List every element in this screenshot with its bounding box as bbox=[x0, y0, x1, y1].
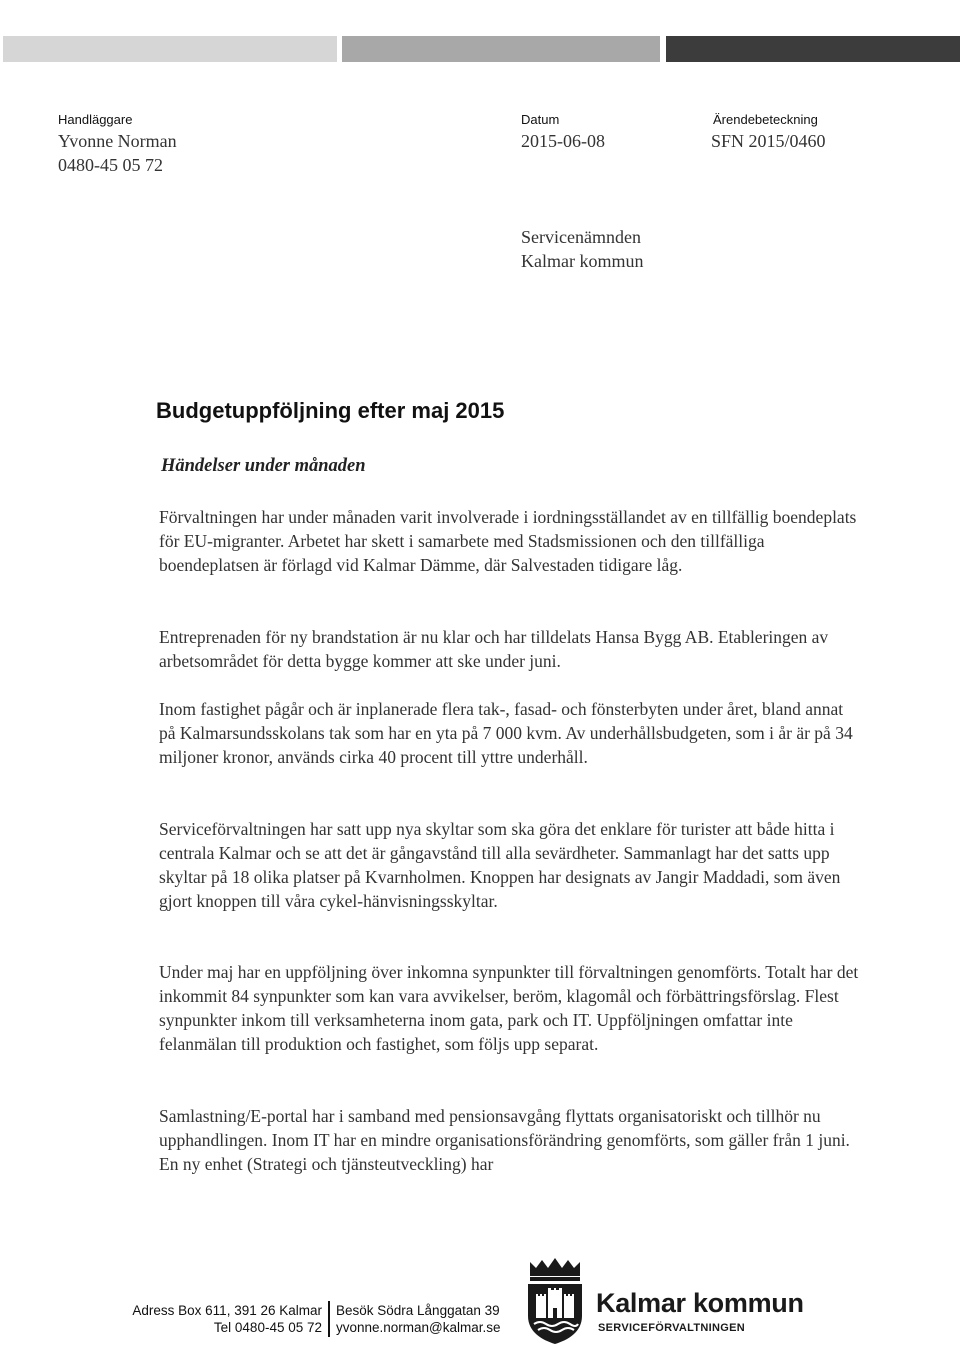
datum-label: Datum bbox=[521, 112, 560, 127]
arende-label: Ärendebeteckning bbox=[713, 112, 818, 127]
header-bar-dark bbox=[666, 36, 960, 62]
arende-value: SFN 2015/0460 bbox=[711, 131, 826, 151]
paragraph-6: Samlastning/E-portal har i samband med pensionsavgång flyttats organisatoriskt och tillhör nu upphandlingen. Inom IT har en mindre organisationsförändring genomförts, som gäller från 1 juni. En ny enhet (Strategi och tjänsteutveckling) har bbox=[159, 1106, 850, 1174]
kalmar-crest-icon bbox=[524, 1258, 586, 1344]
footer-right-column bbox=[336, 1302, 501, 1336]
datum-value: 2015-06-08 bbox=[521, 131, 605, 151]
footer-phone: Tel 0480-45 05 72 bbox=[213, 1320, 322, 1335]
handlaggare-name: Yvonne Norman bbox=[58, 131, 177, 151]
footer-visit: Besök Södra Långgatan 39 bbox=[336, 1303, 500, 1318]
header-bar-mid bbox=[342, 36, 660, 62]
recipient-line-2: Kalmar kommun bbox=[521, 251, 644, 271]
footer-email[interactable]: yvonne.norman@kalmar.se bbox=[336, 1320, 501, 1335]
recipient-line-1: Servicenämnden bbox=[521, 227, 641, 247]
paragraph-2: Entreprenaden för ny brandstation är nu klar och har tilldelats Hansa Bygg AB. Etableringen av arbetsområdet för detta bygge kommer att ske under juni. bbox=[159, 627, 829, 671]
handlaggare-label: Handläggare bbox=[58, 112, 133, 127]
footer-left-column bbox=[132, 1302, 322, 1336]
document-title: Budgetuppföljning efter maj 2015 bbox=[156, 398, 505, 423]
section-subheading: Händelser under månaden bbox=[161, 456, 366, 476]
footer-divider bbox=[328, 1301, 330, 1337]
brand-subtitle: SERVICEFÖRVALTNINGEN bbox=[598, 1322, 745, 1334]
header-bar-light bbox=[3, 36, 337, 62]
handlaggare-phone: 0480-45 05 72 bbox=[58, 155, 163, 175]
paragraph-3: Inom fastighet pågår och är inplanerade flera tak-, fasad- och fönsterbyten under året, bland annat på Kalmarsundsskolans tak som har en yta på 7 000 kvm. Av underhållsbudgeten, som i år är på 34 miljoner kronor, används cirka 40 procent till yttre underhåll. bbox=[159, 699, 853, 767]
paragraph-1: Förvaltningen har under månaden varit involverade i iordningsställandet av en tillfällig boendeplats för EU-migranter. Arbetet har skett i samarbete med Stadsmissionen och den tillfälliga boendeplatsen är förlagd vid Kalmar Dämme, där Salvestaden tidigare låg. bbox=[159, 507, 857, 575]
paragraph-5: Under maj har en uppföljning över inkomna synpunkter till förvaltningen genomförts. Totalt har det inkommit 84 synpunkter som kan vara avvikelser, beröm, klagomål och förbättringsförslag. Flest synpunkter inkom till verksamheterna inom gata, park och IT. Uppföljningen omfattar inte felanmälan till produktion och fastighet, som följs upp separat. bbox=[159, 962, 859, 1054]
paragraph-4: Serviceförvaltningen har satt upp nya skyltar som ska göra det enklare för turister att både hitta i centrala Kalmar och se att det är gångavstånd till alla sevärdheter. Sammanlagt har det satts upp skyltar på 18 olika platser på Kvarnholmen. Knoppen har designats av Jangir Maddadi, som även gjort knoppen till våra cykel-hänvisningsskyltar. bbox=[159, 819, 841, 911]
footer-address: Adress Box 611, 391 26 Kalmar bbox=[132, 1303, 322, 1318]
brand-name: Kalmar kommun bbox=[596, 1288, 804, 1318]
